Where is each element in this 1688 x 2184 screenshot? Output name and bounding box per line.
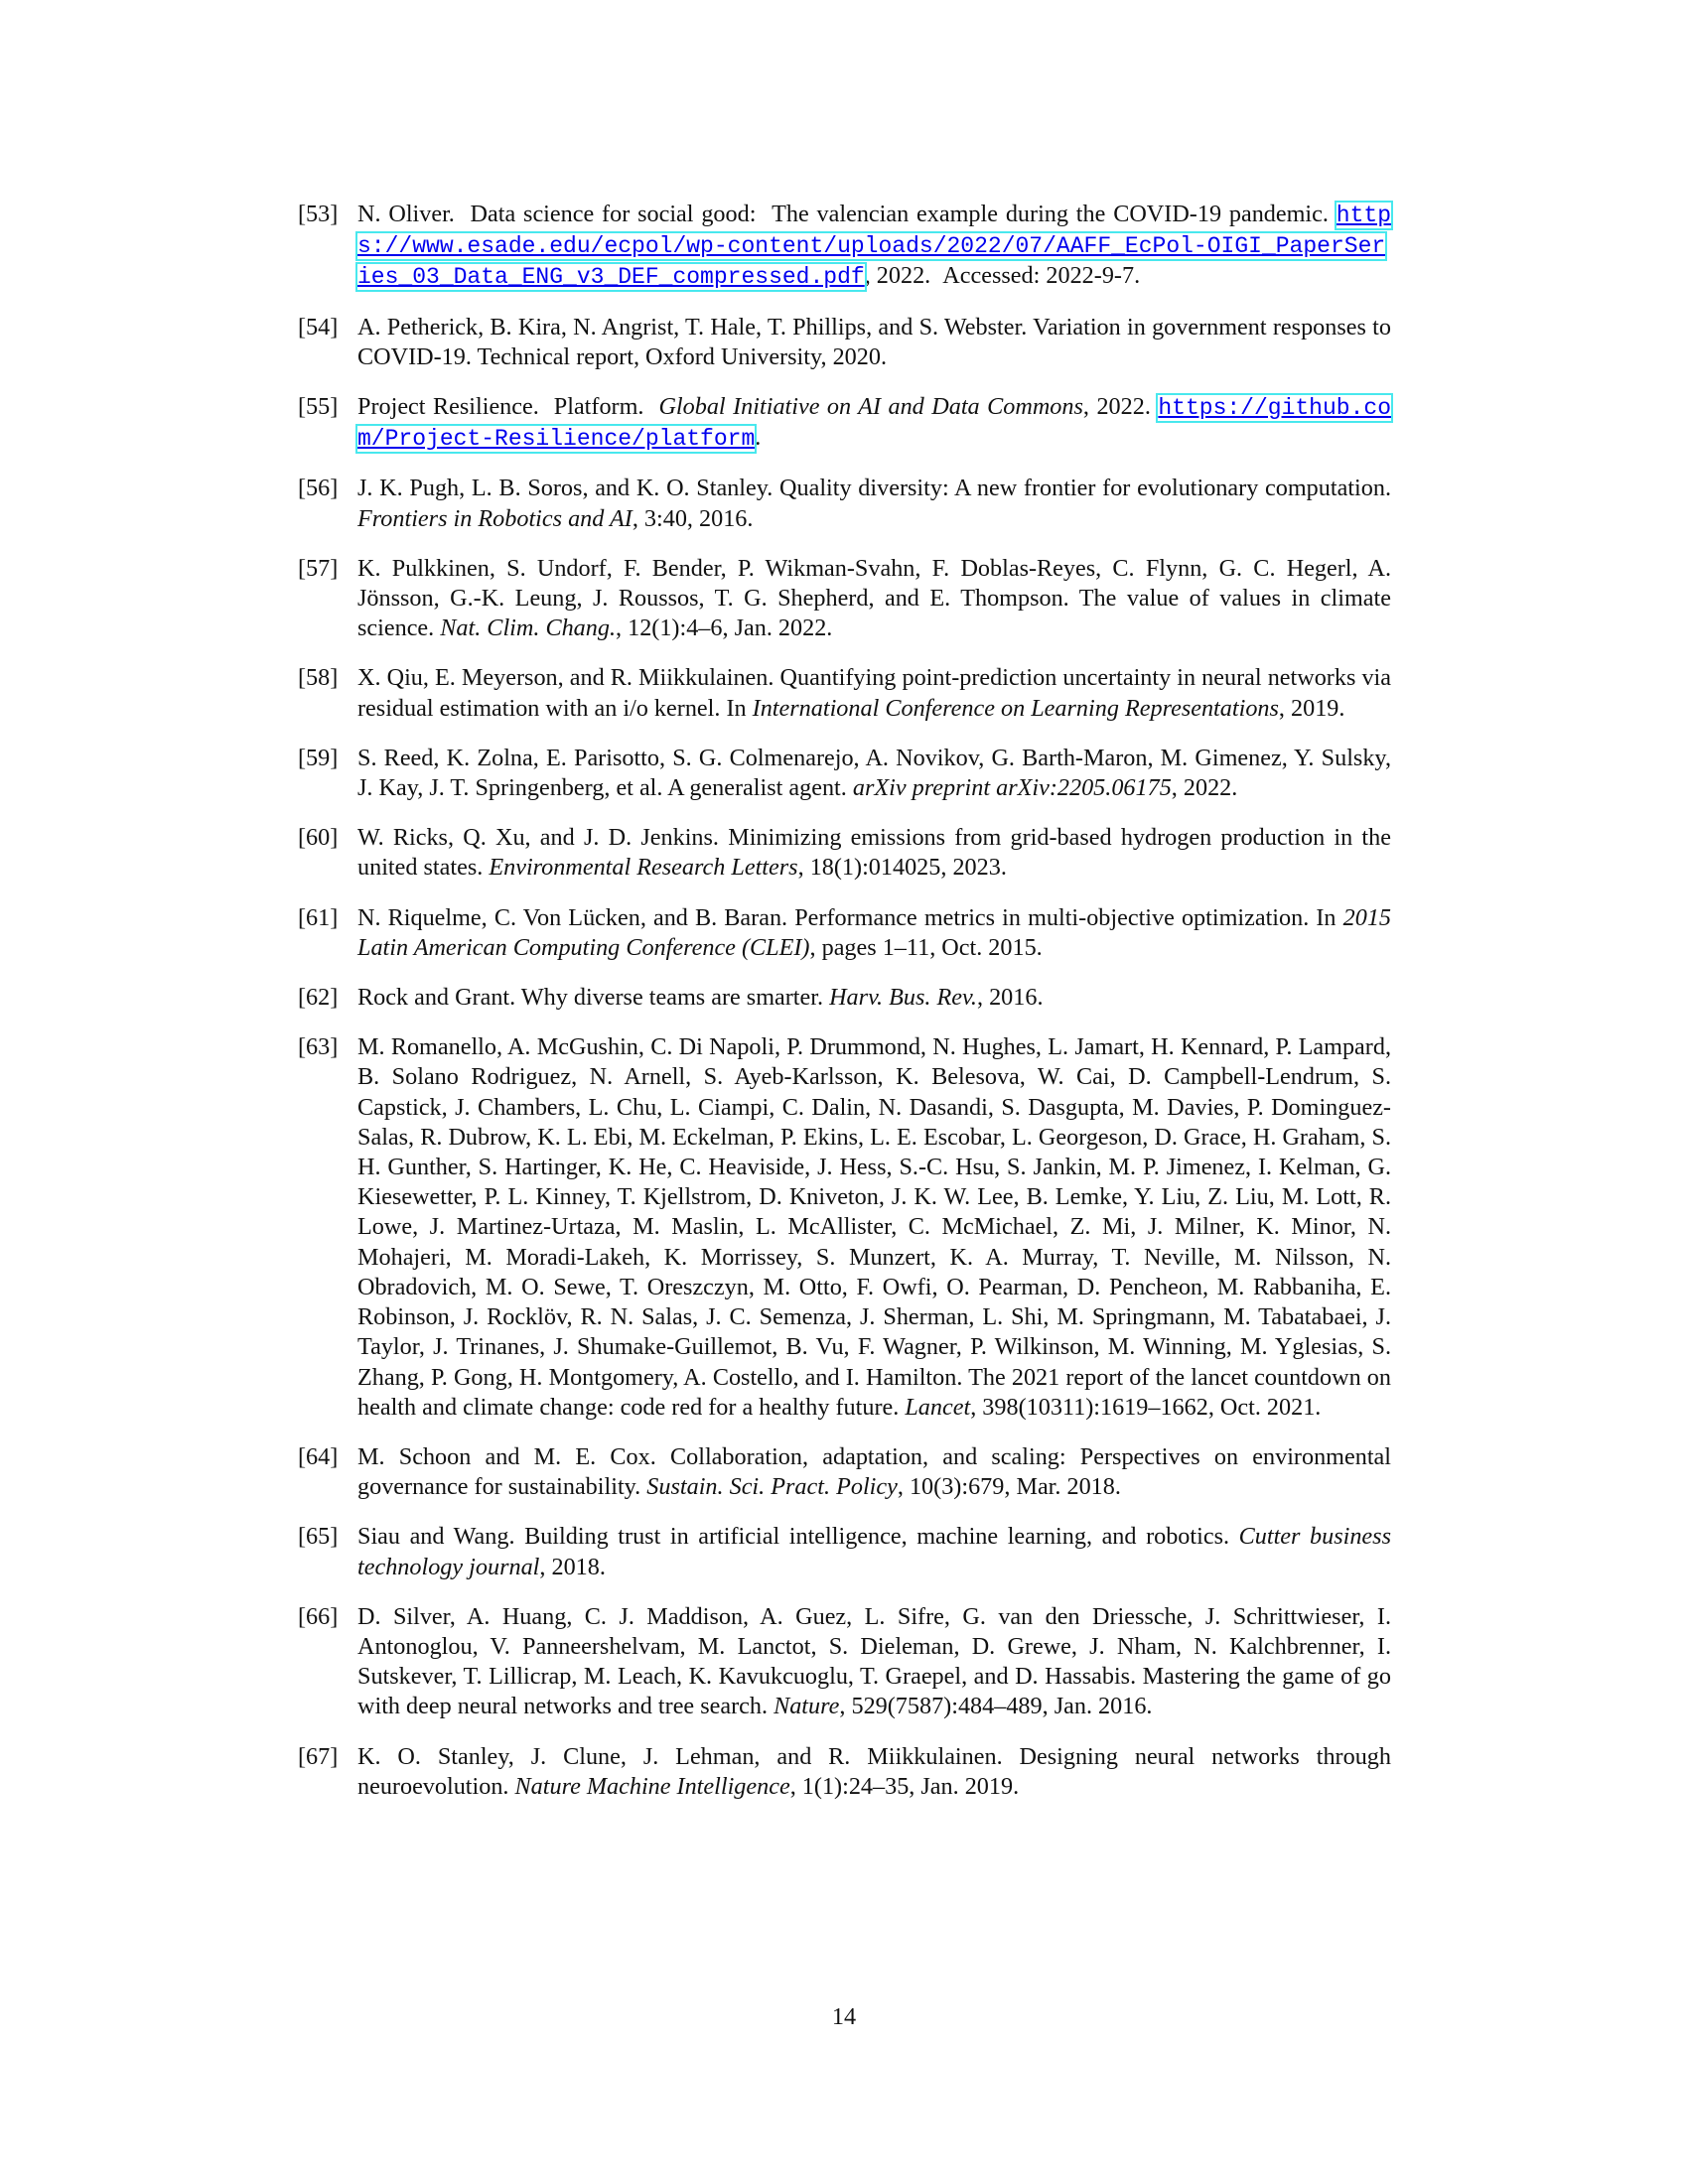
reference-text: , 10(3):679, Mar. 2018.: [897, 1473, 1121, 1501]
reference-text: , 12(1):4–6, Jan. 2022.: [616, 614, 833, 642]
reference-venue: Sustain. Sci. Pract. Policy: [646, 1473, 898, 1501]
reference-text: N. Riquelme, C. Von Lücken, and B. Baran. Performance metrics in multi-objective optimization. In: [357, 903, 1343, 931]
reference-venue: International Conference on Learning Representations: [752, 694, 1279, 722]
reference-63: [298, 1032, 1391, 1423]
reference-61: [298, 903, 1391, 963]
reference-venue: Harv. Bus. Rev.: [829, 984, 977, 1012]
reference-65: [298, 1522, 1391, 1581]
reference-number: [63]: [298, 1033, 339, 1061]
reference-55: [298, 392, 1391, 454]
reference-venue: 2015 Latin American Computing Conference (CLEI): [357, 903, 1391, 961]
reference-venue: Nat. Clim. Chang.: [440, 614, 616, 642]
reference-54: [298, 313, 1391, 372]
reference-text: S. Reed, K. Zolna, E. Parisotto, S. G. Colmenarejo, A. Novikov, G. Barth-Maron, M. Gimenez, Y. Sulsky, J. Kay, J. T. Springenberg, et al. A generalist agent.: [357, 744, 1391, 802]
reference-number: [57]: [298, 554, 339, 582]
reference-number: [53]: [298, 201, 339, 227]
reference-text: , 18(1):014025, 2023.: [797, 854, 1007, 882]
reference-number: [64]: [298, 1442, 339, 1470]
reference-67: [298, 1742, 1391, 1802]
reference-text: , 2022.: [1171, 774, 1238, 802]
reference-text: , 1(1):24–35, Jan. 2019.: [789, 1772, 1020, 1800]
reference-text: , 2022. Accessed: 2022-9-7.: [864, 262, 1141, 290]
reference-text: , 2016.: [976, 984, 1044, 1012]
reference-number: [58]: [298, 664, 339, 692]
reference-venue: arXiv preprint arXiv:2205.06175: [852, 774, 1172, 802]
reference-venue: Lancet: [905, 1393, 971, 1421]
reference-number: [61]: [298, 903, 339, 931]
reference-number: [65]: [298, 1523, 339, 1551]
reference-58: [298, 663, 1391, 723]
reference-text: A. Petherick, B. Kira, N. Angrist, T. Hale, T. Phillips, and S. Webster. Variation in government responses to COVID-19. Technical report, Oxford University, 2020.: [357, 313, 1391, 370]
reference-text: , 398(10311):1619–1662, Oct. 2021.: [970, 1393, 1322, 1421]
reference-venue: Frontiers in Robotics and AI: [357, 504, 633, 532]
reference-text: Project Resilience. Platform.: [357, 393, 659, 421]
reference-text: J. K. Pugh, L. B. Soros, and K. O. Stanley. Quality diversity: A new frontier for evolutionary computation.: [357, 475, 1391, 502]
reference-venue: Nature Machine Intelligence: [514, 1772, 790, 1800]
reference-text: , 2018.: [539, 1553, 606, 1580]
reference-text: , pages 1–11, Oct. 2015.: [809, 933, 1043, 961]
reference-59: [298, 744, 1391, 803]
reference-link[interactable]: https://www.esade.edu/ecpol/wp-content/uploads/2022/07/AAFF_EcPol-OIGI_PaperSeries_03_Data_ENG_v3_DEF_compressed.pdf: [357, 203, 1391, 291]
reference-number: [54]: [298, 313, 339, 341]
reference-text: K. Pulkkinen, S. Undorf, F. Bender, P. Wikman-Svahn, F. Doblas-Reyes, C. Flynn, G. C. Hegerl, A. Jönsson, G.-K. Leung, J. Roussos, T. G. Shepherd, and E. Thompson. The value of values in climate science.: [357, 554, 1391, 642]
reference-venue: Environmental Research Letters: [489, 854, 798, 882]
reference-number: [67]: [298, 1742, 339, 1770]
reference-text: Rock and Grant. Why diverse teams are smarter.: [357, 984, 830, 1012]
reference-56: [298, 474, 1391, 533]
reference-text: .: [755, 424, 762, 452]
reference-list: [298, 200, 1391, 1822]
reference-text: , 2022.: [1082, 393, 1159, 421]
reference-number: [66]: [298, 1602, 339, 1630]
reference-link[interactable]: https://github.com/Project-Resilience/platform: [357, 395, 1391, 453]
reference-text: , 2019.: [1278, 694, 1345, 722]
reference-venue: Global Initiative on AI and Data Commons: [658, 393, 1083, 421]
reference-number: [60]: [298, 824, 339, 852]
reference-text: N. Oliver. Data science for social good: The valencian example during the COVID-19 pandemic.: [357, 201, 1336, 227]
reference-66: [298, 1602, 1391, 1722]
reference-62: [298, 983, 1391, 1013]
reference-57: [298, 554, 1391, 644]
reference-number: [59]: [298, 744, 339, 771]
page-number: 14: [831, 2003, 857, 2030]
reference-number: [62]: [298, 984, 339, 1012]
reference-text: , 529(7587):484–489, Jan. 2016.: [839, 1693, 1153, 1720]
reference-venue: Nature: [774, 1693, 840, 1720]
reference-number: [56]: [298, 475, 339, 502]
reference-venue: Cutter business technology journal: [357, 1523, 1391, 1580]
reference-text: W. Ricks, Q. Xu, and J. D. Jenkins. Minimizing emissions from grid-based hydrogen production in the united states.: [357, 824, 1391, 882]
reference-text: D. Silver, A. Huang, C. J. Maddison, A. Guez, L. Sifre, G. van den Driessche, J. Schrittwieser, I. Antonoglou, V. Panneershelvam, M. Lanctot, S. Dieleman, D. Grewe, J. Nham, N. Kalchbrenner, I. Sutskever, T. Lillicrap, M. Leach, K. Kavukcuoglu, T. Graepel, and D. Hassabis. Mastering the game of go with deep neural networks and tree search.: [357, 1602, 1391, 1720]
reference-53: [298, 200, 1391, 293]
reference-64: [298, 1442, 1391, 1502]
reference-text: K. O. Stanley, J. Clune, J. Lehman, and R. Miikkulainen. Designing neural networks through neuroevolution.: [357, 1742, 1391, 1800]
reference-number: [55]: [298, 393, 339, 421]
reference-text: M. Romanello, A. McGushin, C. Di Napoli, P. Drummond, N. Hughes, L. Jamart, H. Kennard, P. Lampard, B. Solano Rodriguez, N. Arnell, S. Ayeb-Karlsson, K. Belesova, W. Cai, D. Campbell-Lendrum, S. Capstick, J. Chambers, L. Chu, L. Ciampi, C. Dalin, N. Dasandi, S. Dasgupta, M. Davies, P. Dominguez-Salas, R. Dubrow, K. L. Ebi, M. Eckelman, P. Ekins, L. E. Escobar, L. Georgeson, D. Grace, H. Graham, S. H. Gunther, S. Hartinger, K. He, C. Heaviside, J. Hess, S.-C. Hsu, S. Jankin, M. P. Jimenez, I. Kelman, G. Kiesewetter, P. L. Kinney, T. Kjellstrom, D. Kniveton, J. K. W. Lee, B. Lemke, Y. Liu, Z. Liu, M. Lott, R. Lowe, J. Martinez-Urtaza, M. Maslin, L. McAllister, C. McMichael, Z. Mi, J. Milner, K. Minor, N. Mohajeri, M. Moradi-Lakeh, K. Morrissey, S. Munzert, K. A. Murray, T. Neville, M. Nilsson, N. Obradovich, M. O. Sewe, T. Oreszczyn, M. Otto, F. Owfi, O. Pearman, D. Pencheon, M. Rabbaniha, E. Robinson, J. Rocklöv, R. N. Salas, J. C. Semenza, J. Sherman, L. Shi, M. Springmann, M. Tabatabaei, J. Taylor, J. Trinanes, J. Shumake-Guillemot, B. Vu, F. Wagner, P. Wilkinson, M. Winning, M. Yglesias, S. Zhang, P. Gong, H. Montgomery, A. Costello, and I. Hamilton. The 2021 report of the lancet countdown on health and climate change: code red for a healthy future.: [357, 1033, 1391, 1421]
reference-text: X. Qiu, E. Meyerson, and R. Miikkulainen. Quantifying point-prediction uncertainty in neural networks via residual estimation with an i/o kernel. In: [357, 664, 1391, 722]
reference-text: , 3:40, 2016.: [632, 504, 754, 532]
reference-60: [298, 823, 1391, 883]
reference-text: M. Schoon and M. E. Cox. Collaboration, adaptation, and scaling: Perspectives on environmental governance for sustainability.: [357, 1442, 1391, 1501]
reference-text: Siau and Wang. Building trust in artificial intelligence, machine learning, and robotics.: [357, 1523, 1239, 1551]
